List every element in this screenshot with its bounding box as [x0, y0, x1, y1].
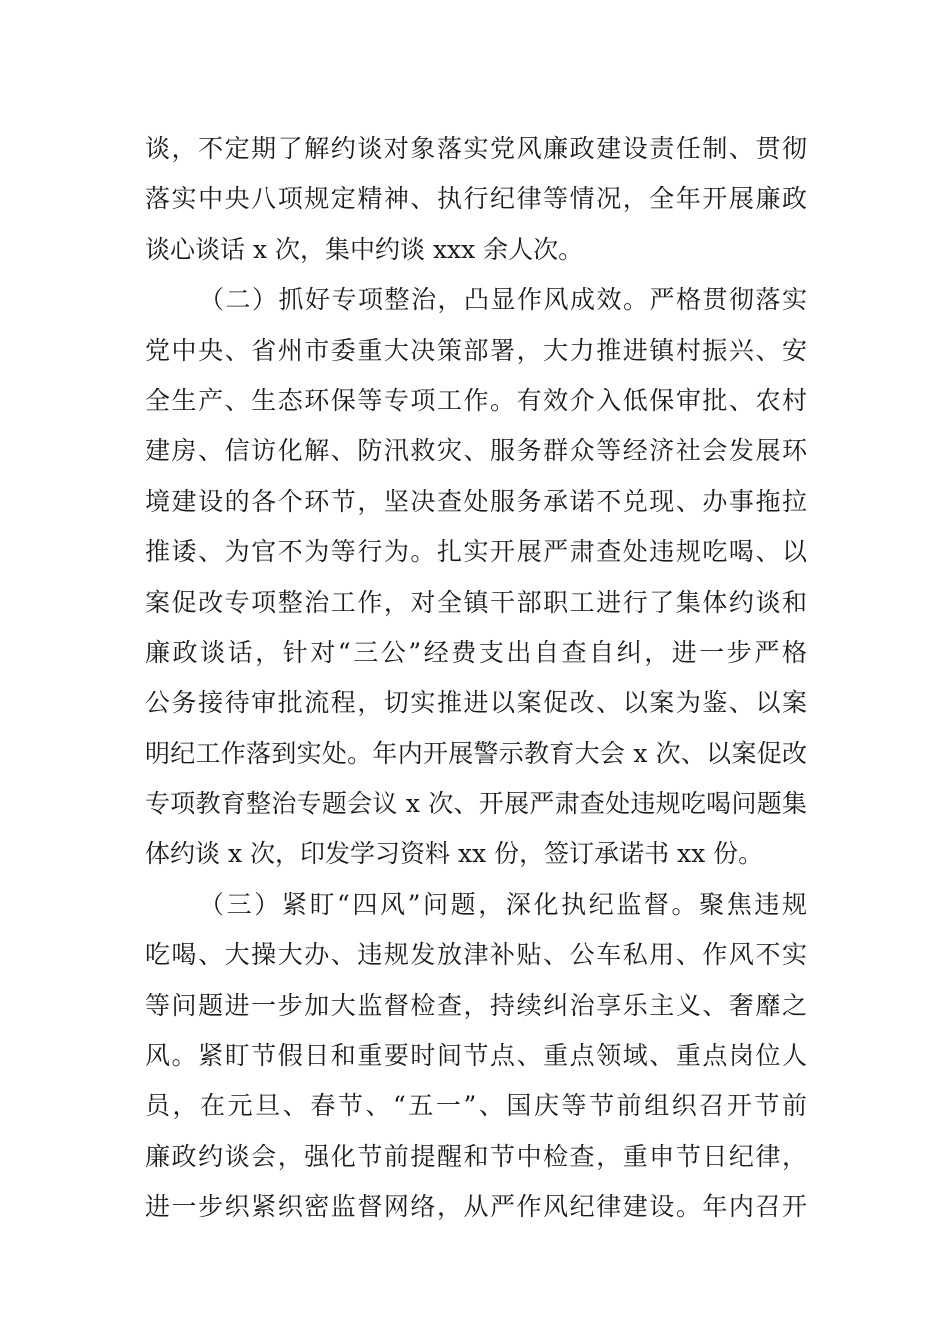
text-line: 落实中央八项规定精神、执行纪律等情况，全年开展廉政 — [145, 184, 807, 214]
text-line: 风。紧盯节假日和重要时间节点、重点领域、重点岗位人 — [145, 1041, 807, 1071]
text-line: 推诿、为官不为等行为。扎实开展严肃查处违规吃喝、以 — [145, 537, 807, 567]
text-line: 等问题进一步加大监督检查，持续纠治享乐主义、奢靡之 — [145, 990, 807, 1020]
text-line: 员，在元旦、春节、“五一”、国庆等节前组织召开节前 — [145, 1091, 807, 1121]
text-line: 吃喝、大操大办、违规发放津补贴、公车私用、作风不实 — [145, 940, 807, 970]
document-body — [145, 124, 807, 1233]
text-line: 案促改专项整治工作，对全镇干部职工进行了集体约谈和 — [145, 587, 807, 617]
section-heading-line: （三）紧盯“四风”问题，深化执纪监督。聚焦违规 — [199, 889, 807, 919]
text-line: 廉政谈话，针对“三公”经费支出自查自纠，进一步严格 — [145, 637, 807, 667]
section-heading-line: （二）抓好专项整治，凸显作风成效。严格贯彻落实 — [199, 285, 807, 315]
text-line: 公务接待审批流程，切实推进以案促改、以案为鉴、以案 — [145, 688, 807, 718]
text-line: 境建设的各个环节，坚决查处服务承诺不兑现、办事拖拉 — [145, 486, 807, 516]
text-line: 明纪工作落到实处。年内开展警示教育大会 x 次、以案促改 — [145, 738, 807, 768]
text-line: 谈，不定期了解约谈对象落实党风廉政建设责任制、贯彻 — [145, 134, 807, 163]
text-line: 谈心谈话 x 次，集中约谈 xxx 余人次。 — [145, 234, 584, 264]
text-line: 体约谈 x 次，印发学习资料 xx 份，签订承诺书 xx 份。 — [145, 839, 764, 869]
text-line: 建房、信访化解、防汛救灾、服务群众等经济社会发展环 — [145, 436, 807, 466]
text-line: 全生产、生态环保等专项工作。有效介入低保审批、农村 — [145, 385, 807, 415]
text-line: 专项教育整治专题会议 x 次、开展严肃查处违规吃喝问题集 — [145, 789, 807, 819]
text-line: 进一步织紧织密监督网络，从严作风纪律建设。年内召开 — [145, 1192, 807, 1222]
text-line: 党中央、省州市委重大决策部署，大力推进镇村振兴、安 — [145, 335, 807, 365]
text-line: 廉政约谈会，强化节前提醒和节中检查，重申节日纪律， — [145, 1141, 807, 1171]
